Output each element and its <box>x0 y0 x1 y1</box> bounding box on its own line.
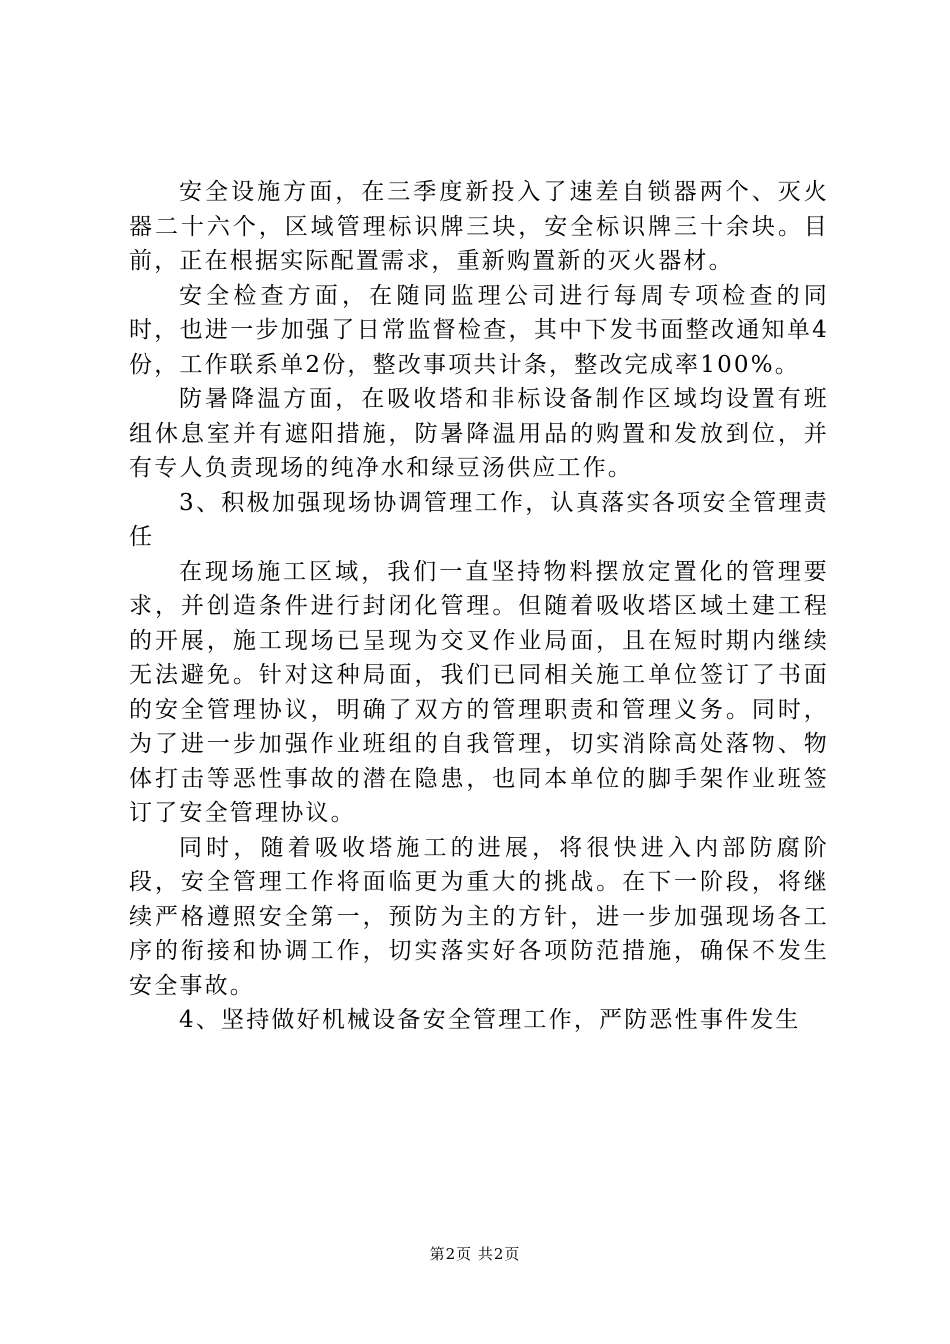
document-body <box>129 175 829 1038</box>
section-heading-3: 3、积极加强现场协调管理工作，认真落实各项安全管理责任 <box>129 489 829 550</box>
paragraph-safety-inspection: 安全检查方面，在随同监理公司进行每周专项检查的同时，也进一步加强了日常监督检查，其中下发书面整改通知单4份，工作联系单2份，整改事项共计条，整改完成率100%。 <box>129 282 829 378</box>
page-footer: 第2页 共2页 <box>429 1245 521 1263</box>
paragraph-safety-facilities: 安全设施方面，在三季度新投入了速差自锁器两个、灭火器二十六个，区域管理标识牌三块，安全标识牌三十余块。目前，正在根据实际配置需求，重新购置新的灭火器材。 <box>129 179 829 274</box>
paragraph-next-stage: 同时，随着吸收塔施工的进展，将很快进入内部防腐阶段，安全管理工作将面临更为重大的挑战。在下一阶段，将继续严格遵照安全第一，预防为主的方针，进一步加强现场各工序的衔接和协调工作，切实落实好各项防范措施，确保不发生安全事故。 <box>129 834 829 999</box>
section-heading-4: 4、坚持做好机械设备安全管理工作，严防恶性事件发生 <box>179 1007 801 1033</box>
paragraph-site-coordination: 在现场施工区域，我们一直坚持物料摆放定置化的管理要求，并创造条件进行封闭化管理。但随着吸收塔区域土建工程的开展，施工现场已呈现为交叉作业局面，且在短时期内继续无法避免。针对这种局面，我们已同相关施工单位签订了书面的安全管理协议，明确了双方的管理职责和管理义务。同时，为了进一步加强作业班组的自我管理，切实消除高处落物、物体打击等恶性事故的潜在隐患，也同本单位的脚手架作业班签订了安全管理协议。 <box>129 558 829 826</box>
paragraph-heat-prevention: 防暑降温方面，在吸收塔和非标设备制作区域均设置有班组休息室并有遮阳措施，防暑降温用品的购置和发放到位，并有专人负责现场的纯净水和绿豆汤供应工作。 <box>129 386 829 481</box>
